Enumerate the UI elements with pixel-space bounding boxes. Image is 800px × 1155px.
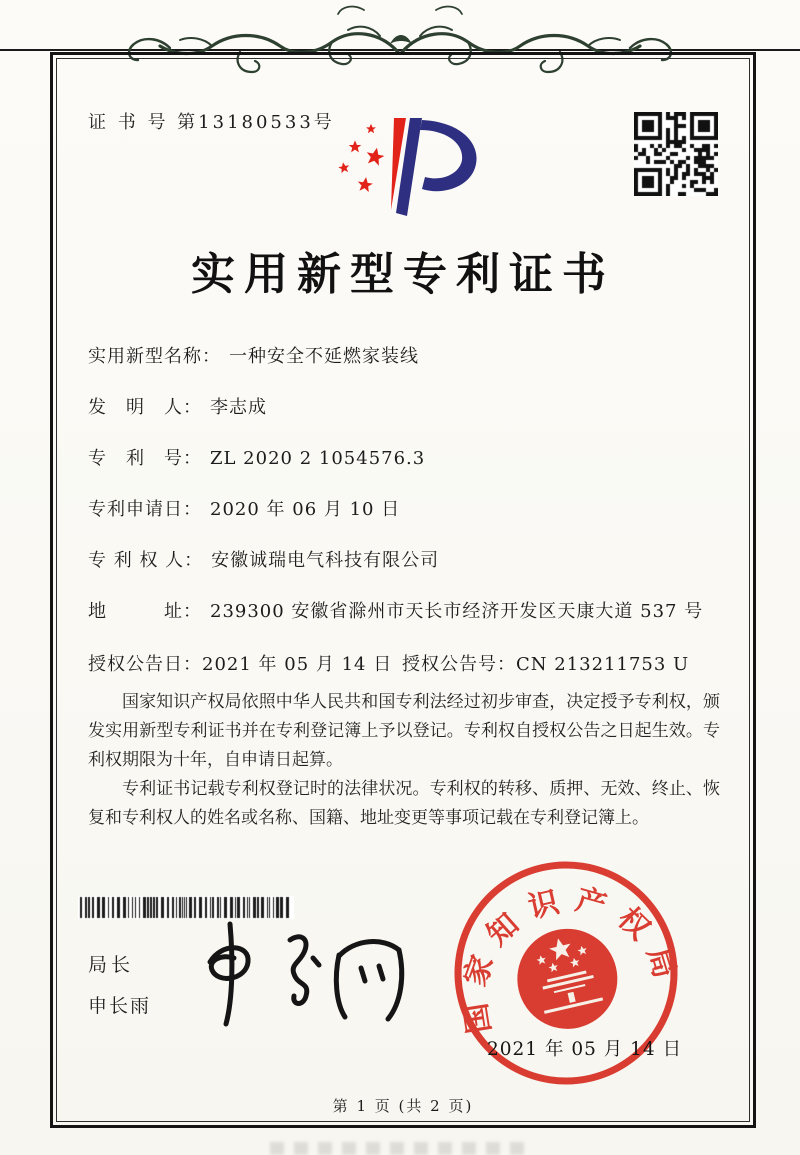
field-patentee — [88, 546, 718, 572]
field-value: ZL 2020 2 1054576.3 — [210, 448, 426, 469]
barcode — [78, 896, 294, 919]
bleed-through-marks — [270, 1142, 530, 1155]
field-address — [88, 597, 718, 623]
grant-date-value: 2021 年 05 月 14 日 — [202, 654, 393, 675]
field-value: 李志成 — [210, 397, 267, 418]
field-label: 专 利 号： — [88, 448, 202, 469]
field-inventor — [88, 393, 718, 419]
grant-number-label: 授权公告号： — [402, 654, 516, 675]
field-label: 实用新型名称： — [88, 346, 221, 367]
field-value: 239300 安徽省滁州市天长市经济开发区天康大道 537 号 — [210, 601, 704, 622]
grant-date-label: 授权公告日： — [88, 654, 202, 675]
field-value: 一种安全不延燃家装线 — [229, 346, 419, 367]
commissioner-title: 局长 — [88, 954, 135, 976]
commissioner-signature — [192, 918, 424, 1030]
field-grant-row — [88, 650, 718, 676]
field-filing-date — [88, 495, 718, 521]
field-label: 地 址： — [88, 601, 202, 622]
field-label: 发 明 人： — [88, 397, 202, 418]
commissioner-name: 申长雨 — [88, 995, 152, 1017]
seal-text: 国家知识产权局 — [456, 881, 686, 1036]
field-value: 安徽诚瑞电气科技有限公司 — [211, 550, 440, 571]
field-utility-model-name — [88, 342, 718, 368]
grant-number-value: CN 213211753 U — [516, 654, 690, 675]
field-label: 专利申请日： — [88, 499, 202, 520]
qr-code — [634, 112, 718, 196]
field-value: 2020 年 06 月 10 日 — [210, 499, 401, 520]
legal-paragraph-2: 专利证书记载专利权登记时的法律状况。专利权的转移、质押、无效、终止、恢复和专利权人的姓名或名称、国籍、地址变更等事项记载在专利登记簿上。 — [88, 779, 720, 828]
page-number: 第 1 页 (共 2 页) — [332, 1097, 474, 1115]
legal-text — [88, 688, 720, 833]
field-patent-number — [88, 444, 718, 470]
certificate-title: 实用新型专利证书 — [191, 249, 615, 300]
field-label: 专 利 权 人： — [88, 550, 204, 571]
legal-paragraph-1: 国家知识产权局依照中华人民共和国专利法经过初步审查，决定授予专利权，颁发实用新型专利证书并在专利登记簿上予以登记。专利权自授权公告之日起生效。专利权期限为十年，自申请日起算。 — [88, 692, 720, 770]
certificate-number: 证 书 号 第13180533号 — [88, 112, 335, 133]
cnipa-logo — [324, 116, 486, 228]
seal-date: 2021 年 05 月 14 日 — [487, 1039, 683, 1060]
